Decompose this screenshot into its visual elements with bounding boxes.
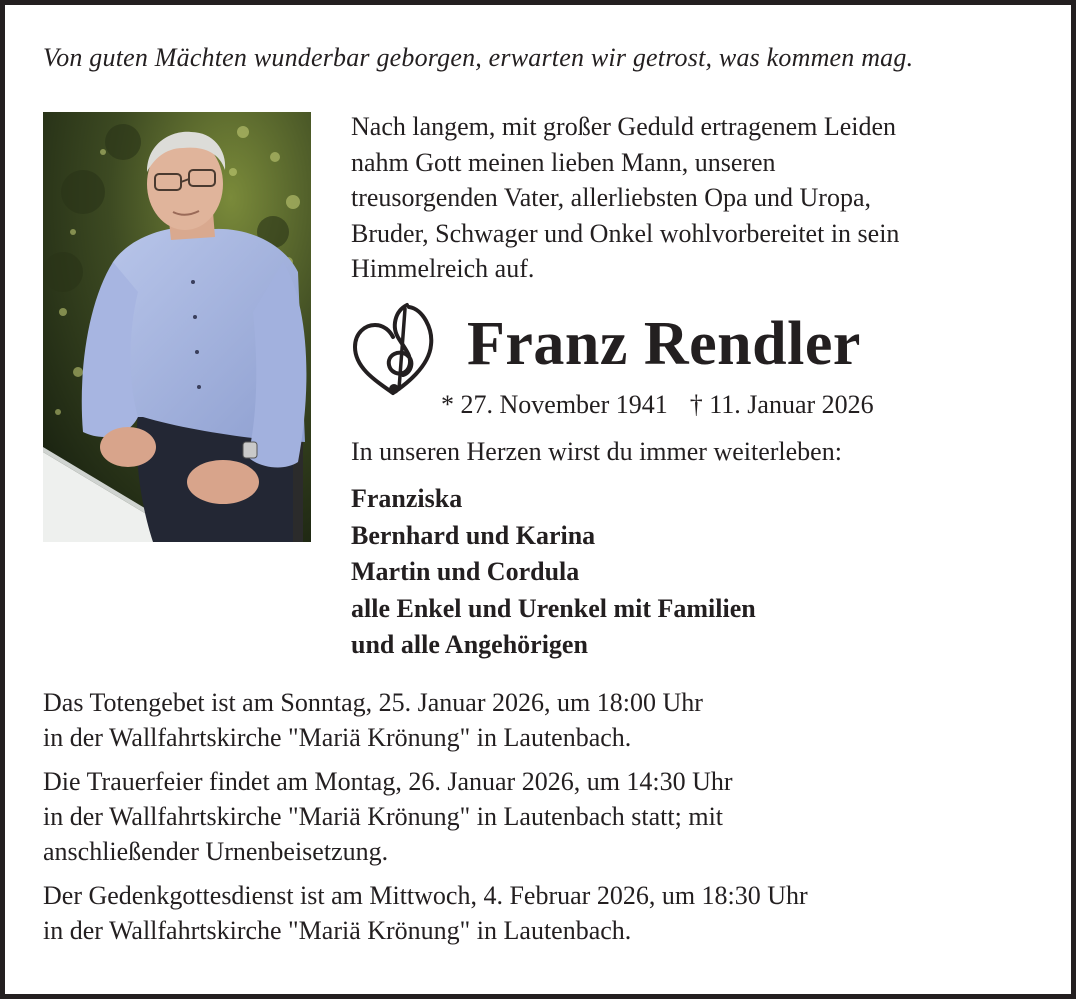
service-line: Das Totengebet ist am Sonntag, 25. Januar 2026, um 18:00 Uhr — [43, 688, 703, 717]
service-line: anschließender Urnenbeisetzung. — [43, 837, 389, 866]
intro-line: nahm Gott meinen lieben Mann, unseren — [351, 147, 776, 177]
life-dates — [441, 390, 874, 420]
mourner: Bernhard und Karina — [351, 520, 596, 550]
memorial-mass-announcement — [43, 878, 1043, 948]
service-line: in der Wallfahrtskirche "Mariä Krönung" in Lautenbach. — [43, 723, 632, 752]
prayer-announcement — [43, 685, 1043, 755]
portrait-photo — [43, 112, 311, 542]
funeral-announcement — [43, 764, 1043, 869]
mourner: alle Enkel und Urenkel mit Familien — [351, 593, 756, 623]
heart-treble-clef-icon — [349, 301, 439, 401]
intro-text — [351, 109, 1041, 287]
mourner: und alle Angehörigen — [351, 630, 588, 659]
deceased-name: Franz Rendler — [467, 310, 861, 378]
intro-line: Nach langem, mit großer Geduld ertragenem Leiden — [351, 112, 897, 141]
mourners-list — [351, 481, 756, 664]
mourners-intro: In unseren Herzen wirst du immer weiterleben: — [351, 437, 842, 466]
service-line: in der Wallfahrtskirche "Mariä Krönung" in Lautenbach. — [43, 916, 632, 945]
service-line: in der Wallfahrtskirche "Mariä Krönung" in Lautenbach statt; mit — [43, 802, 724, 831]
service-line: Die Trauerfeier findet am Montag, 26. Januar 2026, um 14:30 Uhr — [43, 767, 733, 796]
service-announcements — [43, 685, 1043, 957]
intro-line: treusorgenden Vater, allerliebsten Opa und Uropa, — [351, 183, 871, 212]
intro-line: Bruder, Schwager und Onkel wohlvorbereitet in sein — [351, 218, 900, 248]
death-date: † 11. Januar 2026 — [689, 390, 874, 419]
intro-line: Himmelreich auf. — [351, 254, 535, 283]
birth-date: * 27. November 1941 — [441, 390, 668, 419]
motto: Von guten Mächten wunderbar geborgen, erwarten wir getrost, was kommen mag. — [43, 43, 914, 72]
service-line: Der Gedenkgottesdienst ist am Mittwoch, 4. Februar 2026, um 18:30 Uhr — [43, 881, 808, 910]
mourner: Franziska — [351, 484, 463, 513]
mourner: Martin und Cordula — [351, 557, 580, 586]
